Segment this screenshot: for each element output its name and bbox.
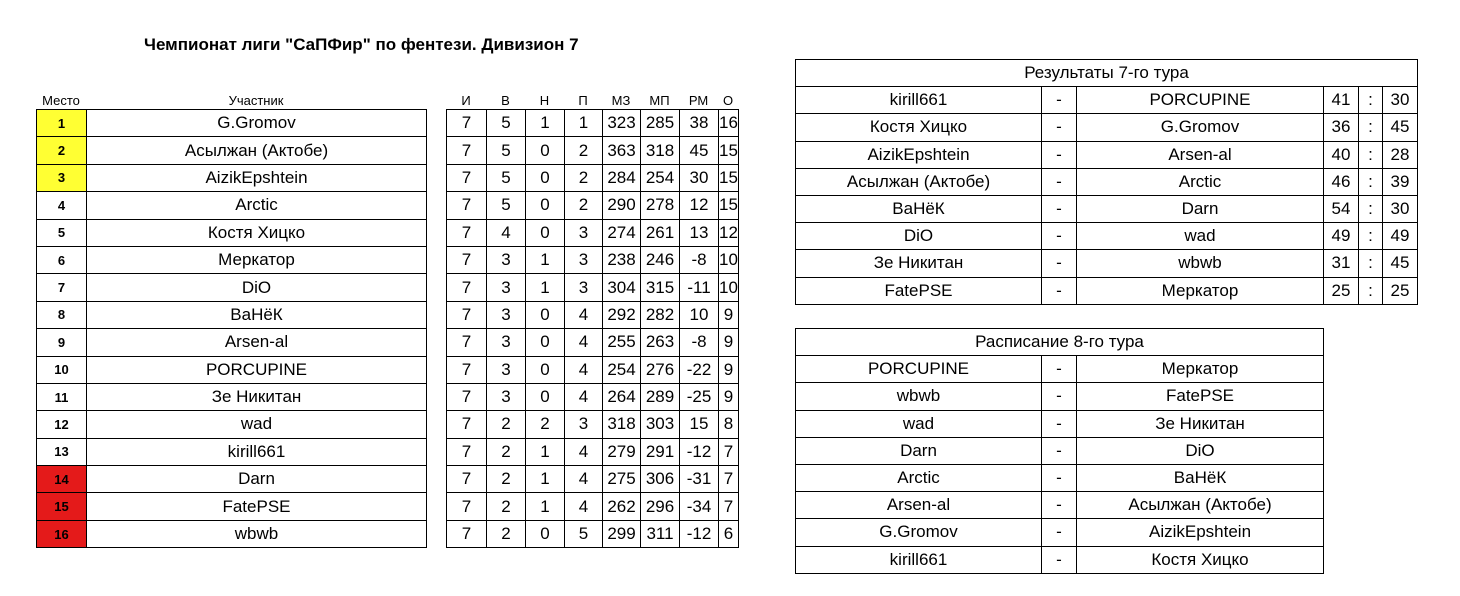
lost-cell: 3 [565, 219, 603, 246]
home-score-cell: 36 [1324, 114, 1359, 141]
standings-row [37, 356, 739, 383]
column-gap [427, 493, 447, 520]
lost-cell: 3 [565, 274, 603, 301]
drawn-cell: 0 [526, 164, 565, 191]
standings-row [37, 329, 739, 356]
away-team-cell: Асылжан (Актобе) [1077, 492, 1324, 519]
header-lost: П [578, 93, 588, 108]
standings-row [37, 411, 739, 438]
participant-cell: kirill661 [87, 438, 427, 465]
scored-cell: 255 [603, 329, 641, 356]
column-gap [427, 520, 447, 547]
dash-cell: - [1042, 195, 1077, 222]
colon-cell: : [1359, 277, 1383, 304]
participant-cell: AizikEpshtein [87, 164, 427, 191]
dash-cell: - [1042, 277, 1077, 304]
played-cell: 7 [447, 192, 487, 219]
header-participant: Участник [228, 93, 284, 108]
conceded-cell: 303 [641, 411, 680, 438]
dash-cell: - [1042, 437, 1077, 464]
away-team-cell: Darn [1077, 195, 1324, 222]
dash-cell: - [1042, 87, 1077, 114]
drawn-cell: 0 [526, 301, 565, 328]
points-cell: 7 [719, 466, 739, 493]
home-team-cell: Arsen-al [796, 492, 1042, 519]
scored-cell: 279 [603, 438, 641, 465]
drawn-cell: 0 [526, 329, 565, 356]
scored-cell: 299 [603, 520, 641, 547]
place-cell: 4 [37, 192, 87, 219]
standings-row [37, 246, 739, 273]
header-points: О [722, 93, 734, 108]
result-row [796, 277, 1418, 304]
home-team-cell: wbwb [796, 383, 1042, 410]
drawn-cell: 1 [526, 274, 565, 301]
schedule-table [795, 328, 1324, 574]
points-cell: 9 [719, 301, 739, 328]
participant-cell: Костя Хицко [87, 219, 427, 246]
participant-cell: G.Gromov [87, 110, 427, 137]
lost-cell: 4 [565, 493, 603, 520]
conceded-cell: 263 [641, 329, 680, 356]
home-score-cell: 31 [1324, 250, 1359, 277]
won-cell: 3 [487, 274, 526, 301]
participant-cell: wbwb [87, 520, 427, 547]
points-cell: 12 [719, 219, 739, 246]
results-table [795, 59, 1418, 305]
away-team-cell: Меркатор [1077, 277, 1324, 304]
conceded-cell: 285 [641, 110, 680, 137]
played-cell: 7 [447, 329, 487, 356]
played-cell: 7 [447, 520, 487, 547]
home-team-cell: DiO [796, 223, 1042, 250]
place-cell: 1 [37, 110, 87, 137]
place-cell: 9 [37, 329, 87, 356]
won-cell: 5 [487, 137, 526, 164]
home-team-cell: kirill661 [796, 546, 1042, 573]
won-cell: 5 [487, 192, 526, 219]
standings-row [37, 493, 739, 520]
diff-cell: 45 [680, 137, 719, 164]
schedule-row [796, 410, 1324, 437]
away-team-cell: Arctic [1077, 168, 1324, 195]
points-cell: 9 [719, 356, 739, 383]
participant-cell: Arctic [87, 192, 427, 219]
diff-cell: 13 [680, 219, 719, 246]
place-cell: 3 [37, 164, 87, 191]
standings-row [37, 219, 739, 246]
lost-cell: 5 [565, 520, 603, 547]
scored-cell: 275 [603, 466, 641, 493]
schedule-row [796, 464, 1324, 491]
dash-cell: - [1042, 383, 1077, 410]
played-cell: 7 [447, 219, 487, 246]
points-cell: 8 [719, 411, 739, 438]
home-score-cell: 46 [1324, 168, 1359, 195]
participant-cell: Асылжан (Актобе) [87, 137, 427, 164]
column-gap [427, 383, 447, 410]
participant-cell: wad [87, 411, 427, 438]
scored-cell: 264 [603, 383, 641, 410]
header-conceded: МП [649, 93, 670, 108]
home-team-cell: Зе Никитан [796, 250, 1042, 277]
home-team-cell: PORCUPINE [796, 356, 1042, 383]
drawn-cell: 1 [526, 110, 565, 137]
standings-row [37, 274, 739, 301]
points-cell: 6 [719, 520, 739, 547]
scored-cell: 238 [603, 246, 641, 273]
won-cell: 3 [487, 383, 526, 410]
home-team-cell: Асылжан (Актобе) [796, 168, 1042, 195]
results-title: Результаты 7-го тура [796, 60, 1418, 87]
dash-cell: - [1042, 168, 1077, 195]
result-row [796, 87, 1418, 114]
away-team-cell: wbwb [1077, 250, 1324, 277]
schedule-row [796, 437, 1324, 464]
home-score-cell: 41 [1324, 87, 1359, 114]
played-cell: 7 [447, 274, 487, 301]
won-cell: 2 [487, 520, 526, 547]
standings-header [36, 86, 738, 109]
won-cell: 3 [487, 301, 526, 328]
diff-cell: -34 [680, 493, 719, 520]
points-cell: 7 [719, 438, 739, 465]
away-team-cell: G.Gromov [1077, 114, 1324, 141]
scored-cell: 274 [603, 219, 641, 246]
points-cell: 10 [719, 246, 739, 273]
home-team-cell: Костя Хицко [796, 114, 1042, 141]
diff-cell: -12 [680, 520, 719, 547]
diff-cell: 15 [680, 411, 719, 438]
place-cell: 13 [37, 438, 87, 465]
standings-row [37, 164, 739, 191]
lost-cell: 4 [565, 329, 603, 356]
conceded-cell: 296 [641, 493, 680, 520]
result-row [796, 223, 1418, 250]
lost-cell: 1 [565, 110, 603, 137]
away-score-cell: 30 [1383, 195, 1418, 222]
away-team-cell: AizikEpshtein [1077, 519, 1324, 546]
conceded-cell: 306 [641, 466, 680, 493]
standings-row [37, 438, 739, 465]
standings-row [37, 383, 739, 410]
played-cell: 7 [447, 383, 487, 410]
lost-cell: 3 [565, 246, 603, 273]
played-cell: 7 [447, 246, 487, 273]
standings-row [37, 137, 739, 164]
home-team-cell: Arctic [796, 464, 1042, 491]
participant-cell: Зе Никитан [87, 383, 427, 410]
won-cell: 2 [487, 466, 526, 493]
dash-cell: - [1042, 492, 1077, 519]
column-gap [427, 246, 447, 273]
drawn-cell: 0 [526, 383, 565, 410]
played-cell: 7 [447, 110, 487, 137]
schedule-title: Расписание 8-го тура [796, 329, 1324, 356]
away-team-cell: FatePSE [1077, 383, 1324, 410]
column-gap [427, 137, 447, 164]
participant-cell: PORCUPINE [87, 356, 427, 383]
diff-cell: -25 [680, 383, 719, 410]
drawn-cell: 0 [526, 520, 565, 547]
conceded-cell: 282 [641, 301, 680, 328]
played-cell: 7 [447, 438, 487, 465]
place-cell: 8 [37, 301, 87, 328]
dash-cell: - [1042, 410, 1077, 437]
home-score-cell: 54 [1324, 195, 1359, 222]
won-cell: 3 [487, 246, 526, 273]
header-drawn: Н [539, 93, 550, 108]
drawn-cell: 1 [526, 493, 565, 520]
won-cell: 2 [487, 438, 526, 465]
schedule-row [796, 519, 1324, 546]
header-played: И [461, 93, 471, 108]
header-scored: МЗ [611, 93, 631, 108]
result-row [796, 114, 1418, 141]
dash-cell: - [1042, 141, 1077, 168]
colon-cell: : [1359, 250, 1383, 277]
column-gap [427, 329, 447, 356]
away-score-cell: 28 [1383, 141, 1418, 168]
won-cell: 5 [487, 164, 526, 191]
conceded-cell: 318 [641, 137, 680, 164]
scored-cell: 284 [603, 164, 641, 191]
won-cell: 5 [487, 110, 526, 137]
participant-cell: FatePSE [87, 493, 427, 520]
away-team-cell: Зе Никитан [1077, 410, 1324, 437]
conceded-cell: 315 [641, 274, 680, 301]
drawn-cell: 2 [526, 411, 565, 438]
column-gap [427, 438, 447, 465]
result-row [796, 141, 1418, 168]
away-score-cell: 25 [1383, 277, 1418, 304]
dash-cell: - [1042, 114, 1077, 141]
away-score-cell: 39 [1383, 168, 1418, 195]
dash-cell: - [1042, 519, 1077, 546]
diff-cell: 10 [680, 301, 719, 328]
scored-cell: 254 [603, 356, 641, 383]
participant-cell: ВаНёК [87, 301, 427, 328]
home-score-cell: 25 [1324, 277, 1359, 304]
dash-cell: - [1042, 223, 1077, 250]
colon-cell: : [1359, 141, 1383, 168]
dash-cell: - [1042, 546, 1077, 573]
conceded-cell: 289 [641, 383, 680, 410]
place-cell: 11 [37, 383, 87, 410]
standings-row [37, 301, 739, 328]
result-row [796, 168, 1418, 195]
place-cell: 15 [37, 493, 87, 520]
standings-table [36, 109, 739, 548]
column-gap [427, 301, 447, 328]
home-team-cell: Darn [796, 437, 1042, 464]
diff-cell: -8 [680, 329, 719, 356]
away-score-cell: 45 [1383, 250, 1418, 277]
header-diff: РМ [688, 93, 709, 108]
scored-cell: 318 [603, 411, 641, 438]
standings-row [37, 192, 739, 219]
home-score-cell: 49 [1324, 223, 1359, 250]
scored-cell: 290 [603, 192, 641, 219]
diff-cell: 30 [680, 164, 719, 191]
column-gap [427, 274, 447, 301]
place-cell: 16 [37, 520, 87, 547]
points-cell: 9 [719, 383, 739, 410]
lost-cell: 2 [565, 164, 603, 191]
drawn-cell: 1 [526, 438, 565, 465]
standings-row [37, 110, 739, 137]
drawn-cell: 0 [526, 192, 565, 219]
points-cell: 10 [719, 274, 739, 301]
conceded-cell: 276 [641, 356, 680, 383]
diff-cell: -8 [680, 246, 719, 273]
away-team-cell: ВаНёК [1077, 464, 1324, 491]
away-team-cell: Меркатор [1077, 356, 1324, 383]
colon-cell: : [1359, 223, 1383, 250]
place-cell: 5 [37, 219, 87, 246]
conceded-cell: 254 [641, 164, 680, 191]
scored-cell: 262 [603, 493, 641, 520]
colon-cell: : [1359, 87, 1383, 114]
column-gap [427, 466, 447, 493]
diff-cell: -22 [680, 356, 719, 383]
away-team-cell: PORCUPINE [1077, 87, 1324, 114]
participant-cell: Меркатор [87, 246, 427, 273]
lost-cell: 4 [565, 466, 603, 493]
home-score-cell: 40 [1324, 141, 1359, 168]
points-cell: 15 [719, 192, 739, 219]
points-cell: 9 [719, 329, 739, 356]
away-team-cell: Arsen-al [1077, 141, 1324, 168]
dash-cell: - [1042, 250, 1077, 277]
schedule-row [796, 492, 1324, 519]
schedule-row [796, 383, 1324, 410]
standings-row [37, 520, 739, 547]
place-cell: 14 [37, 466, 87, 493]
diff-cell: -31 [680, 466, 719, 493]
home-team-cell: G.Gromov [796, 519, 1042, 546]
away-team-cell: DiO [1077, 437, 1324, 464]
drawn-cell: 1 [526, 246, 565, 273]
conceded-cell: 311 [641, 520, 680, 547]
won-cell: 2 [487, 411, 526, 438]
scored-cell: 304 [603, 274, 641, 301]
points-cell: 7 [719, 493, 739, 520]
played-cell: 7 [447, 493, 487, 520]
away-team-cell: wad [1077, 223, 1324, 250]
colon-cell: : [1359, 114, 1383, 141]
home-team-cell: kirill661 [796, 87, 1042, 114]
column-gap [427, 110, 447, 137]
colon-cell: : [1359, 168, 1383, 195]
drawn-cell: 1 [526, 466, 565, 493]
lost-cell: 2 [565, 192, 603, 219]
won-cell: 4 [487, 219, 526, 246]
schedule-row [796, 546, 1324, 573]
lost-cell: 4 [565, 301, 603, 328]
lost-cell: 3 [565, 411, 603, 438]
home-team-cell: AizikEpshtein [796, 141, 1042, 168]
away-score-cell: 45 [1383, 114, 1418, 141]
conceded-cell: 291 [641, 438, 680, 465]
page-title: Чемпионат лиги "СаПФир" по фентези. Дивизион 7 [144, 35, 579, 54]
column-gap [427, 164, 447, 191]
played-cell: 7 [447, 164, 487, 191]
dash-cell: - [1042, 356, 1077, 383]
colon-cell: : [1359, 195, 1383, 222]
place-cell: 10 [37, 356, 87, 383]
place-cell: 7 [37, 274, 87, 301]
won-cell: 2 [487, 493, 526, 520]
home-team-cell: ВаНёК [796, 195, 1042, 222]
points-cell: 15 [719, 137, 739, 164]
header-won: В [501, 93, 510, 108]
away-team-cell: Костя Хицко [1077, 546, 1324, 573]
lost-cell: 4 [565, 356, 603, 383]
won-cell: 3 [487, 329, 526, 356]
lost-cell: 4 [565, 383, 603, 410]
conceded-cell: 261 [641, 219, 680, 246]
played-cell: 7 [447, 137, 487, 164]
diff-cell: -11 [680, 274, 719, 301]
drawn-cell: 0 [526, 356, 565, 383]
won-cell: 3 [487, 356, 526, 383]
drawn-cell: 0 [526, 219, 565, 246]
result-row [796, 250, 1418, 277]
place-cell: 2 [37, 137, 87, 164]
scored-cell: 323 [603, 110, 641, 137]
place-cell: 6 [37, 246, 87, 273]
away-score-cell: 30 [1383, 87, 1418, 114]
points-cell: 15 [719, 164, 739, 191]
home-team-cell: FatePSE [796, 277, 1042, 304]
scored-cell: 363 [603, 137, 641, 164]
conceded-cell: 278 [641, 192, 680, 219]
header-place: Место [42, 93, 80, 108]
away-score-cell: 49 [1383, 223, 1418, 250]
dash-cell: - [1042, 464, 1077, 491]
participant-cell: Darn [87, 466, 427, 493]
standings-row [37, 466, 739, 493]
conceded-cell: 246 [641, 246, 680, 273]
schedule-row [796, 356, 1324, 383]
column-gap [427, 356, 447, 383]
participant-cell: DiO [87, 274, 427, 301]
lost-cell: 2 [565, 137, 603, 164]
diff-cell: 12 [680, 192, 719, 219]
diff-cell: -12 [680, 438, 719, 465]
column-gap [427, 411, 447, 438]
participant-cell: Arsen-al [87, 329, 427, 356]
lost-cell: 4 [565, 438, 603, 465]
place-cell: 12 [37, 411, 87, 438]
played-cell: 7 [447, 466, 487, 493]
played-cell: 7 [447, 356, 487, 383]
scored-cell: 292 [603, 301, 641, 328]
diff-cell: 38 [680, 110, 719, 137]
column-gap [427, 192, 447, 219]
column-gap [427, 219, 447, 246]
played-cell: 7 [447, 411, 487, 438]
result-row [796, 195, 1418, 222]
home-team-cell: wad [796, 410, 1042, 437]
points-cell: 16 [719, 110, 739, 137]
drawn-cell: 0 [526, 137, 565, 164]
played-cell: 7 [447, 301, 487, 328]
